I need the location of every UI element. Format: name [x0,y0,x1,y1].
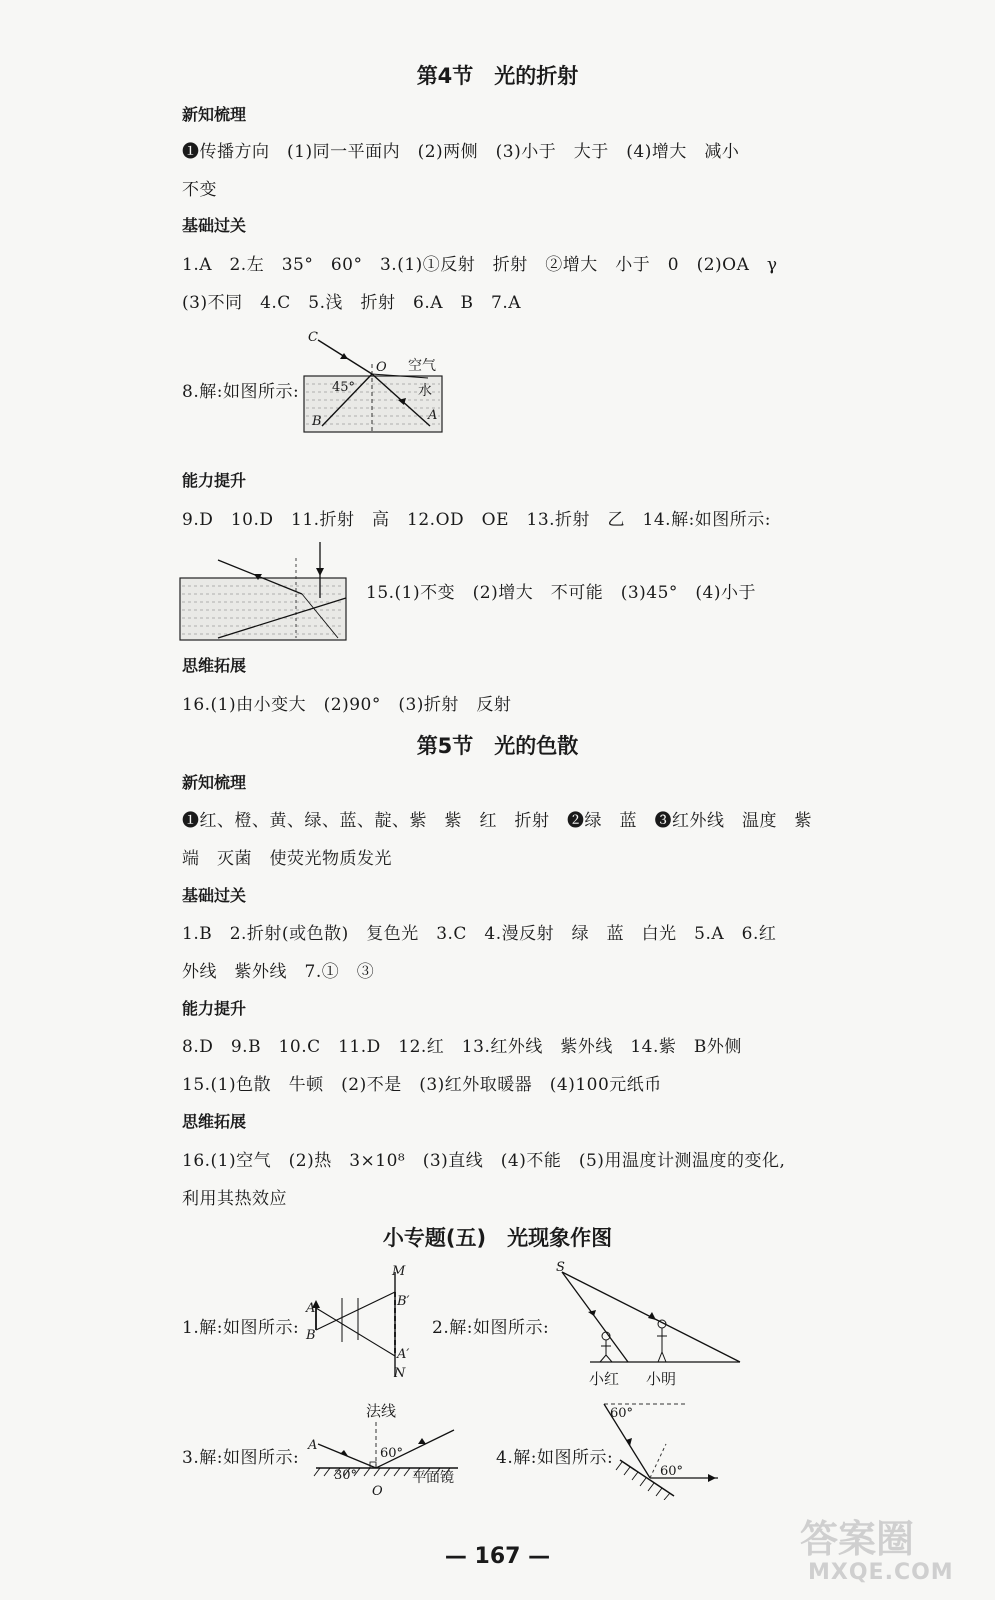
section4-jichu-heading: 基础过关 [182,216,247,235]
q1-label-n: N [394,1366,406,1381]
section5-jichu-heading: 基础过关 [182,886,247,905]
section5-xinzhi-heading: 新知梳理 [182,773,247,792]
section5-siwei-heading: 思维拓展 [182,1112,247,1131]
section4-jichu-line1: 1.A 2.左 35° 60° 3.(1)①反射 折射 ②增大 小于 0 (2)OA γ [182,255,778,275]
q2-shadow-diagram [550,1260,745,1365]
q3-label-normal: 法线 [366,1402,397,1420]
section5-title: 第5节 光的色散 [416,734,579,758]
section5-jichu-line1: 1.B 2.折射(或色散) 复色光 3.C 4.漫反射 绿 蓝 白光 5.A 6.红 [182,924,777,944]
section4-title: 第4节 光的折射 [416,64,579,88]
section4-nengli-line1: 9.D 10.D 11.折射 高 12.OD OE 13.折射 乙 14.解:如图所示: [182,510,772,530]
section4-siwei-heading: 思维拓展 [182,656,247,675]
q14-refraction-diagram [178,538,350,642]
q3-label-o: O [372,1484,383,1499]
section4-xinzhi-line2: 不变 [182,180,217,200]
q1-label-b: B [306,1328,316,1343]
section4-siwei-line1: 16.(1)由小变大 (2)90° (3)折射 反射 [182,695,512,715]
q8-label-angle: 45° [332,380,356,395]
q4-label-angle-bottom: 60° [660,1464,684,1479]
q3-label-a: A [308,1438,318,1453]
q3-label-angle60: 60° [380,1446,404,1461]
page-number: — 167 — [444,1544,551,1569]
q4-label-angle-top: 60° [610,1406,634,1421]
q1-label-a: A [306,1301,316,1316]
section5-nengli-line1: 8.D 9.B 10.C 11.D 12.红 13.红外线 紫外线 14.紫 B外侧 [182,1037,742,1057]
section4-jichu-line2: (3)不同 4.C 5.浅 折射 6.A B 7.A [182,293,522,313]
q3-label-angle30: 30° [334,1468,358,1483]
watermark-logo: 答案圈 [800,1517,915,1561]
section5-siwei-line1: 16.(1)空气 (2)热 3×10⁸ (3)直线 (4)不能 (5)用温度计测温度的变化, [182,1151,786,1171]
q8-label-water: 水 [418,383,432,399]
q8-label-air: 空气 [408,358,436,374]
q8-label: 8.解:如图所示: [182,382,300,402]
q2-label: 2.解:如图所示: [432,1318,550,1338]
section4-nengli-heading: 能力提升 [182,471,247,490]
q1-label: 1.解:如图所示: [182,1318,300,1338]
watermark-url: MXQE.COM [808,1560,954,1585]
q8-label-b: B [312,414,322,429]
q4-label: 4.解:如图所示: [496,1448,614,1468]
q1-label-m: M [392,1264,406,1279]
q2-label-xiaoming: 小明 [646,1370,677,1388]
section5-nengli-line2: 15.(1)色散 牛顿 (2)不是 (3)红外取暖器 (4)100元纸币 [182,1075,662,1095]
q1-label-bp: B′ [397,1294,410,1309]
q3-label-mirror: 平面镜 [412,1470,454,1486]
q2-label-xiaohong: 小红 [589,1370,620,1388]
section5-xinzhi-line2: 端 灭菌 使荧光物质发光 [182,849,392,869]
section5-jichu-line2: 外线 紫外线 7.① ③ [182,962,375,982]
special-title: 小专题(五) 光现象作图 [382,1226,613,1250]
q1-label-ap: A′ [397,1347,410,1362]
q15-answers: 15.(1)不变 (2)增大 不可能 (3)45° (4)小于 [366,583,756,603]
section4-xinzhi-line1: ❶传播方向 (1)同一平面内 (2)两侧 (3)小于 大于 (4)增大 减小 [182,142,740,162]
section5-xinzhi-line1: ❶红、橙、黄、绿、蓝、靛、紫 紫 红 折射 ❷绿 蓝 ❸红外线 温度 紫 [182,811,812,831]
q8-label-o: O [376,360,387,375]
q2-label-s: S [556,1260,565,1275]
section5-siwei-line2: 利用其热效应 [182,1189,287,1209]
section5-nengli-heading: 能力提升 [182,999,247,1018]
q8-label-a: A [428,408,438,423]
section4-xinzhi-heading: 新知梳理 [182,105,247,124]
q3-label: 3.解:如图所示: [182,1448,300,1468]
q8-label-c: C [308,330,318,345]
